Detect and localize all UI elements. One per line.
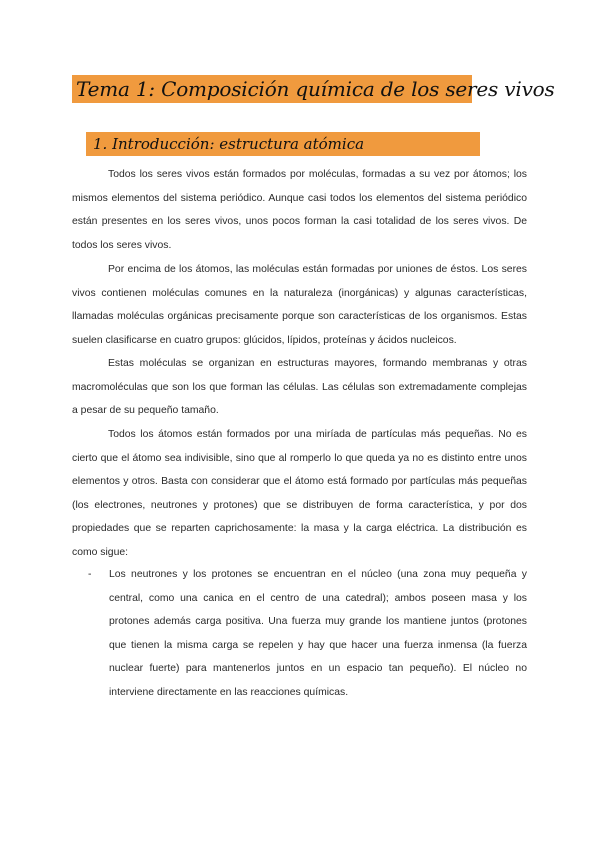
page-title: Tema 1: Composición química de los seres vivos <box>76 77 555 101</box>
paragraph-2: Por encima de los átomos, las moléculas están formadas por uniones de éstos. Los seres vivos contienen moléculas comunes en la naturaleza (inorgánicas) y algunas características, llamadas moléculas orgánicas precisamente porque son características de los organismos. Estas suelen clasificarse en cuatro grupos: glúcidos, lípidos, proteínas y ácidos nucleicos. <box>72 264 527 346</box>
paragraph-1: Todos los seres vivos están formados por moléculas, formadas a su vez por átomos; los mismos elementos del sistema periódico. Aunque casi todos los elementos del sistema periódico están presentes en los seres vivos, unos pocos forman la casi totalidad de los seres vivos. De todos los seres vivos. <box>72 169 527 251</box>
paragraph-4: Todos los átomos están formados por una miríada de partículas más pequeñas. No es cierto que el átomo sea indivisible, sino que al romperlo lo que queda ya no es distinto entre unos elementos y otros. Basta con considerar que el átomo está formado por partículas más pequeñas (los electrones, neutrones y protones) que se distribuyen de forma característica, y por dos propiedades que se reparten caprichosamente: la masa y la carga eléctrica. La distribución es como sigue: <box>72 429 527 558</box>
bullet-marker: - <box>88 569 92 580</box>
section-heading: 1. Introducción: estructura atómica <box>93 135 365 153</box>
paragraph-3: Estas moléculas se organizan en estructuras mayores, formando membranas y otras macromoléculas que son los que forman las células. Las células son extremadamente complejas a pesar de su pequeño tamaño. <box>72 358 527 416</box>
bullet-text: Los neutrones y los protones se encuentran en el núcleo (una zona muy pequeña y central, como una canica en el centro de una catedral); ambos poseen masa y los protones además carga positiva. Una fuerza muy grande los mantiene juntos (protones que tienen la misma carga se repelen y hay que hacer una fuerza inmensa (la fuerza nuclear fuerte) para mantenerlos juntos en un espacio tan pequeño). El núcleo no interviene directamente en las reacciones químicas. <box>109 569 527 698</box>
